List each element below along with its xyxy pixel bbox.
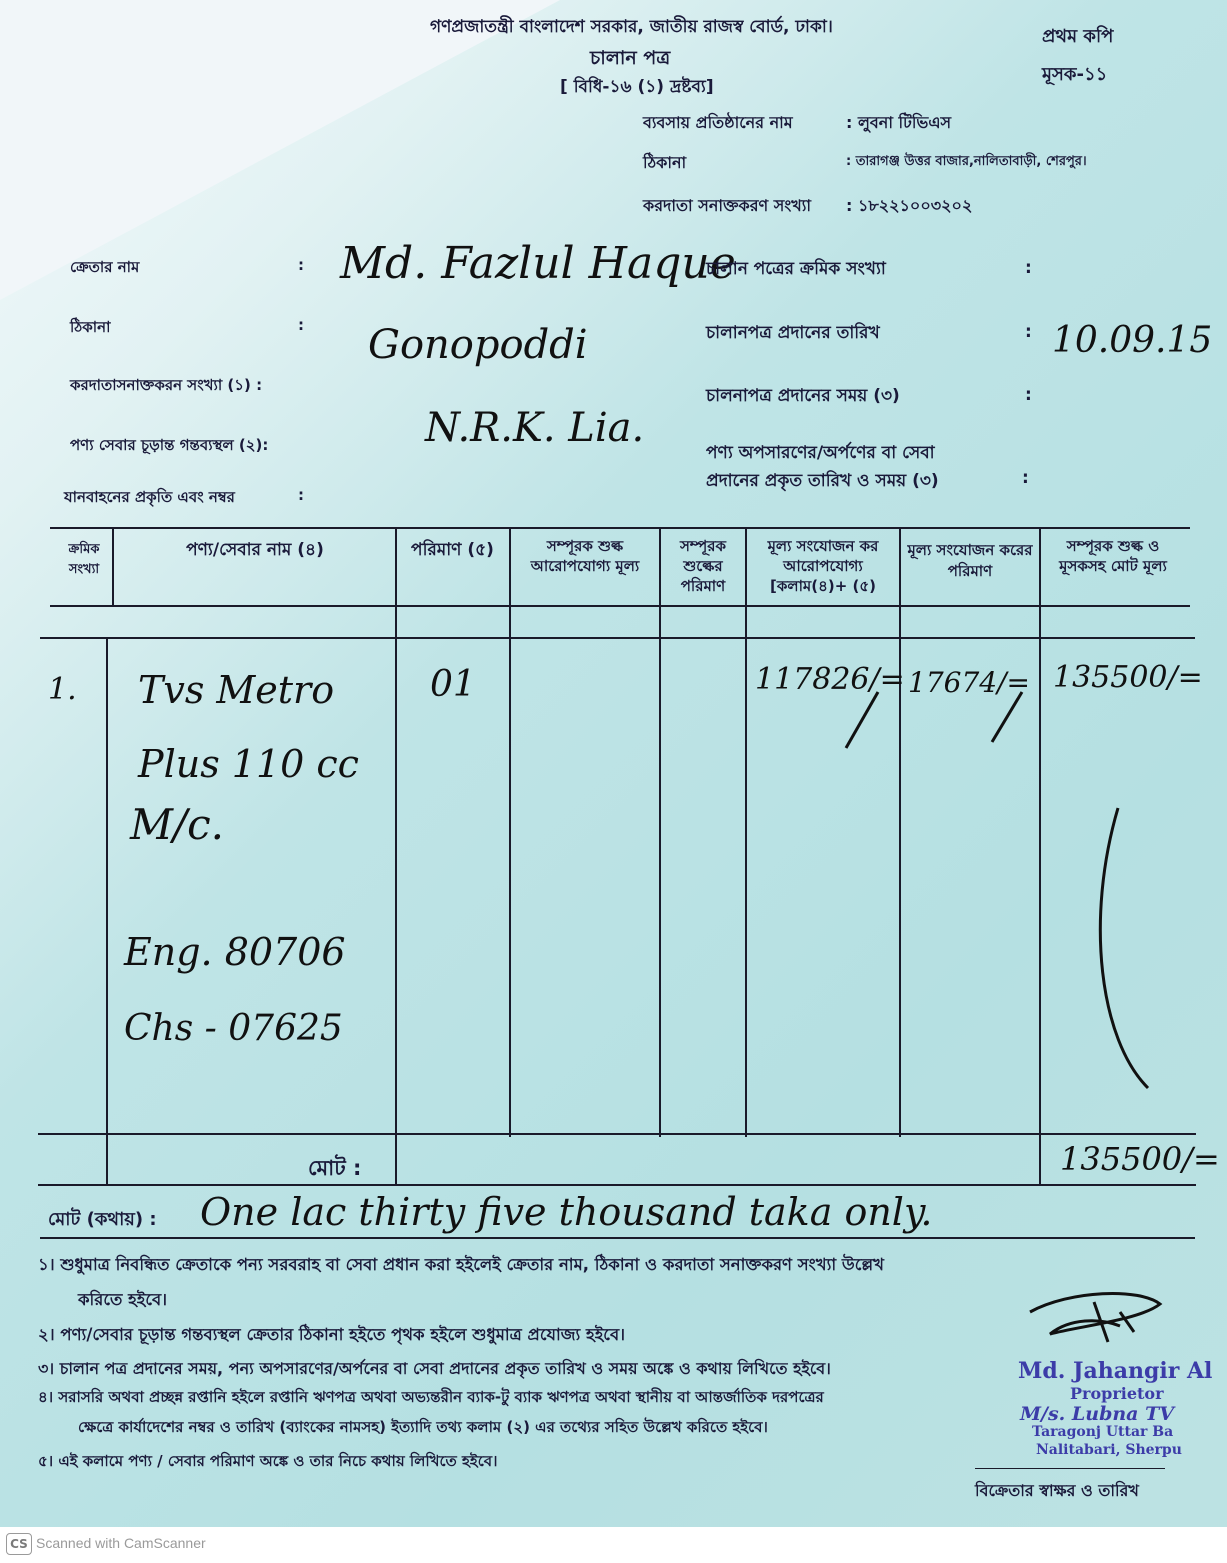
- delivery-colon: :: [1022, 468, 1029, 488]
- seller-name-value: : লুবনা টিভিএস: [846, 113, 952, 132]
- copy-label: প্রথম কপি: [1042, 26, 1114, 47]
- signature-caption: বিক্রেতার স্বাক্ষর ও তারিখ: [975, 1481, 1139, 1500]
- table-bottom-rule: [38, 1184, 1196, 1186]
- scanner-footer: [0, 1527, 1227, 1563]
- delivery-label-line2: প্রদানের প্রকৃত তারিখ ও সময় (৩): [706, 471, 939, 491]
- words-value-handwritten: One lac thirty five thousand taka only.: [200, 1190, 933, 1234]
- note-4-continued: ক্ষেত্রে কার্যাদেশের নম্বর ও তারিখ (ব্যাংকের নামসহ) ইত্যাদি তথ্য কলাম (২) এর তথ্যের সহিত উল্লেখ করিতে হইবে।: [78, 1418, 768, 1436]
- buyer-address-label: ঠিকানা: [70, 318, 111, 336]
- table-header-rule: [50, 605, 1190, 607]
- delivery-label-line1: পণ্য অপসারণের/অর্পণের বা সেবা: [706, 443, 935, 463]
- total-continuation-line: [1100, 808, 1148, 1088]
- buyer-name-handwritten: Md. Fazlul Haque: [340, 238, 736, 289]
- note-1: ১। শুধুমাত্র নিবন্ধিত ক্রেতাকে পন্য সরবরাহ বা সেবা প্রধান করা হইলেই ক্রেতার নাম, ঠিকানা ও করদাতা সনাক্তকরণ সংখ্যা উল্লেখ: [38, 1255, 884, 1274]
- col-divider-1b: [106, 637, 108, 1184]
- header-sd-amount: সম্পূরক শুল্কের পরিমাণ: [679, 537, 727, 595]
- col-divider-1: [112, 527, 114, 607]
- note-5: ৫। এই কলামে পণ্য / সেবার পরিমাণ অঙ্কে ও তার নিচে কথায় লিখিতে হইবে।: [38, 1452, 498, 1470]
- total-label: মোট :: [308, 1156, 362, 1180]
- camscanner-logo-icon: CS: [6, 1533, 32, 1555]
- stamp-title: Proprietor: [1070, 1384, 1164, 1403]
- item-line-2: Plus 110 cc: [138, 742, 359, 786]
- buyer-name-label: ক্রেতার নাম: [70, 258, 140, 276]
- buyer-tin-label: করদাতাসনাক্তকরন সংখ্যা (১) :: [70, 376, 263, 394]
- stamp-company: M/s. Lubna TV: [1020, 1403, 1174, 1425]
- stamp-address-2: Nalitabari, Sherpu: [1036, 1442, 1182, 1458]
- row-vat-amount: 17674/=: [908, 666, 1030, 699]
- seller-address-label: ঠিকানা: [643, 153, 687, 172]
- issue-time-label: চালনাপত্র প্রদানের সময় (৩): [706, 386, 900, 406]
- form-code: মূসক-১১: [1042, 64, 1108, 85]
- scanner-watermark: Scanned with CamScanner: [36, 1535, 206, 1551]
- col-divider-5: [745, 527, 747, 1137]
- vat-base-slash: [846, 692, 878, 748]
- vehicle-colon: :: [298, 486, 304, 504]
- seller-address-value: : তারাগঞ্জ উত্তর বাজার,নালিতাবাড়ী, শেরপুর।: [846, 154, 1087, 169]
- seller-tin-value: : ১৮২২১০০৩২০২: [846, 196, 973, 215]
- item-line-3: M/c.: [130, 800, 225, 849]
- header-serial: ক্রমিক সংখ্যা: [68, 542, 100, 577]
- table-top-rule: [50, 527, 1190, 529]
- header-vat-amount: মূল্য সংযোজন করের পরিমাণ: [907, 541, 1033, 580]
- words-label: মোট (কথায়) :: [48, 1209, 157, 1230]
- note-2: ২। পণ্য/সেবার চূড়ান্ত গন্তব্যস্থল ক্রেতার ঠিকানা হইতে পৃথক হইলে শুধুমাত্র প্রযোজ্য হইবে।: [38, 1325, 626, 1344]
- header-vat-base: মূল্য সংযোজন কর আরোপযোগ্য [কলাম(৪)+ (৫): [767, 537, 879, 595]
- time-colon: :: [1025, 385, 1032, 405]
- serial-number-label: চালান পত্রের ক্রমিক সংখ্যা: [706, 259, 886, 279]
- issue-date-label: চালানপত্র প্রদানের তারিখ: [706, 323, 880, 343]
- issue-date-handwritten: 10.09.15: [1052, 320, 1213, 361]
- words-bottom-rule: [40, 1237, 1195, 1239]
- stamp-address-1: Taragonj Uttar Ba: [1032, 1424, 1174, 1440]
- table-body-rule: [40, 637, 1195, 639]
- row-serial: 1.: [48, 672, 77, 707]
- header-item-name: পণ্য/সেবার নাম (৪): [186, 540, 324, 560]
- row-total: 135500/=: [1053, 660, 1203, 695]
- col-divider-4: [659, 527, 661, 1137]
- table-total-rule: [38, 1133, 1196, 1135]
- form-title: চালান পত্র: [590, 47, 671, 69]
- seller-signature: [1010, 1282, 1190, 1352]
- signature-rule: [975, 1468, 1165, 1469]
- note-4: ৪। সরাসরি অথবা প্রচ্ছন্ন রপ্তানি হইলে রপ্তানি ঋণপত্র অথবা অভ্যন্তরীন ব্যাক-টু ব্যাক ঋণপত্র অথবা স্থানীয় বা আন্তর্জাতিক দরপত্রের: [38, 1388, 824, 1406]
- rule-reference: [ বিধি-১৬ (১) দ্রষ্টব্য]: [560, 77, 714, 97]
- note-3: ৩। চালান পত্র প্রদানের সময়, পন্য অপসারণের/অর্পনের বা সেবা প্রদানের প্রকৃত তারিখ ও সময় অঙ্কে ও কথায় লিখিতে হইবে।: [38, 1359, 831, 1378]
- item-line-5: Chs - 07625: [124, 1008, 343, 1049]
- buyer-address-handwritten: Gonopoddi: [368, 322, 588, 368]
- date-colon: :: [1025, 322, 1032, 342]
- item-line-4: Eng. 80706: [124, 930, 346, 974]
- row-quantity: 01: [430, 664, 476, 705]
- col-divider-2: [395, 527, 397, 1184]
- destination-label: পণ্য সেবার চূড়ান্ত গন্তব্যস্থল (২):: [70, 436, 269, 454]
- destination-handwritten: N.R.K. Lia.: [425, 405, 645, 451]
- seller-tin-label: করদাতা সনাক্তকরণ সংখ্যা: [643, 196, 812, 215]
- row-vat-base: 117826/=: [755, 662, 905, 697]
- buyer-name-colon: :: [298, 256, 304, 274]
- govt-line: গণপ্রজাতন্ত্রী বাংলাদেশ সরকার, জাতীয় রাজস্ব বোর্ড, ঢাকা।: [430, 17, 833, 37]
- stamp-name: Md. Jahangir Al: [1018, 1358, 1213, 1384]
- handwritten-strokes: [830, 690, 1227, 1110]
- header-total-value: সম্পূরক শুল্ক ও মূসকসহ মোট মূল্য: [1059, 537, 1167, 575]
- note-1-continued: করিতে হইবে।: [78, 1290, 168, 1309]
- seller-name-label: ব্যবসায় প্রতিষ্ঠানের নাম: [643, 113, 793, 132]
- vat-amount-slash: [992, 692, 1022, 742]
- buyer-address-colon: :: [298, 316, 304, 334]
- header-quantity: পরিমাণ (৫): [411, 540, 494, 560]
- vehicle-label: যানবাহনের প্রকৃতি এবং নম্বর: [64, 488, 235, 506]
- grand-total: 135500/=: [1060, 1140, 1220, 1178]
- serial-colon: :: [1025, 258, 1032, 278]
- col-divider-3: [509, 527, 511, 1137]
- header-sd-base: সম্পূরক শুল্ক আরোপযোগ্য মূল্য: [530, 537, 640, 575]
- item-line-1: Tvs Metro: [138, 668, 335, 712]
